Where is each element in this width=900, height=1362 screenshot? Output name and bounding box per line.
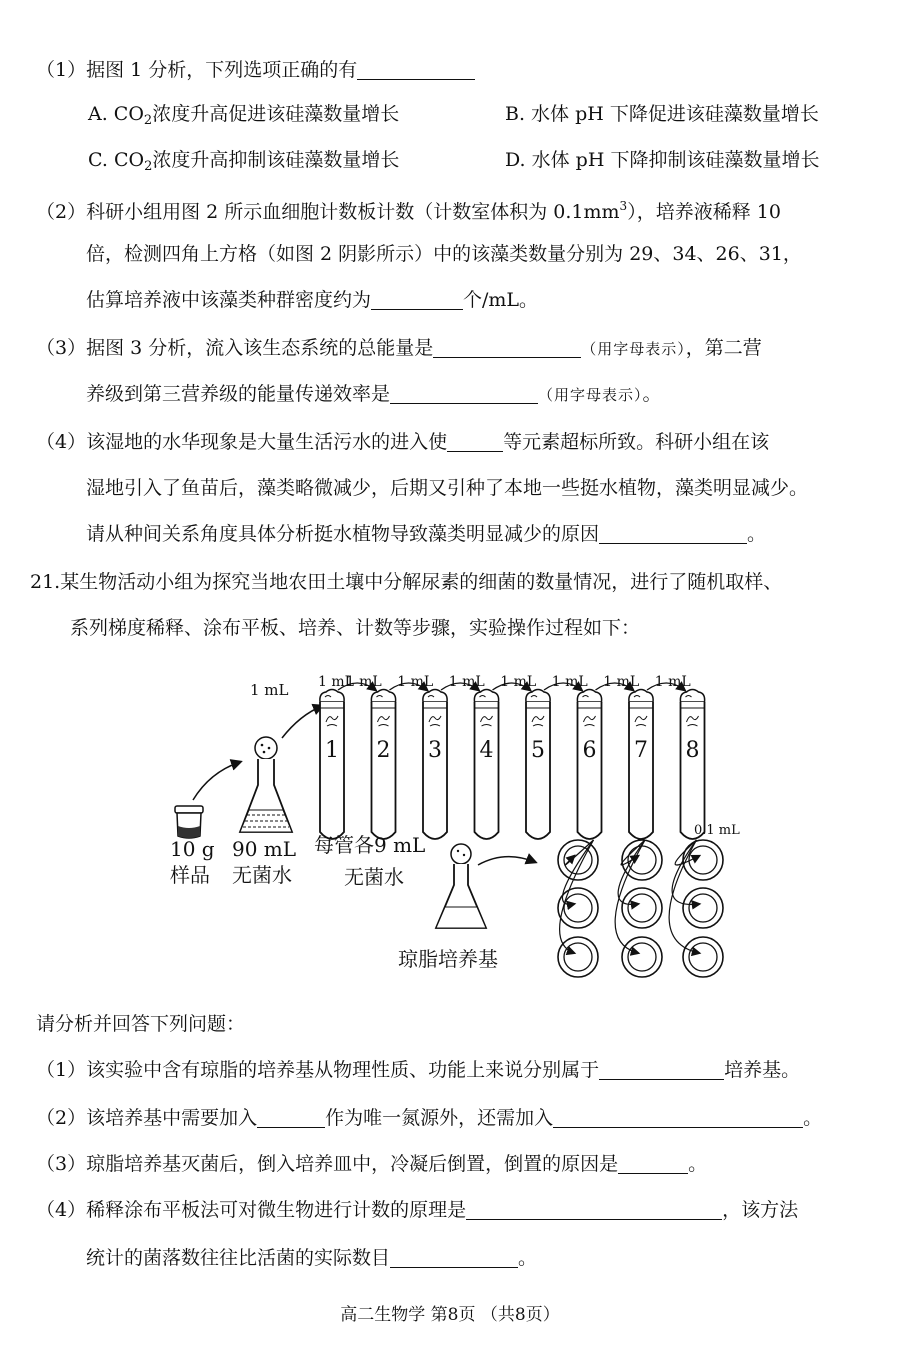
sample-jar-icon (175, 806, 203, 838)
answer-blank[interactable] (257, 1107, 325, 1128)
option-d: D. 水体 pH 下降抑制该硅藻数量增长 (505, 149, 820, 171)
answer-blank[interactable] (466, 1199, 722, 1220)
culture-plate (622, 888, 662, 928)
tube-number-7: 7 (634, 738, 648, 763)
transfer-volume-label: 1 mL (250, 681, 289, 699)
answer-blank[interactable] (599, 523, 747, 544)
q20-part4-line3: 请从种间关系角度具体分析挺水植物导致藻类明显减少的原因 。 (86, 523, 767, 545)
test-tube-2 (371, 690, 395, 840)
culture-plate (558, 840, 598, 880)
transfer-volume-label: 1 mL (448, 674, 485, 690)
test-tube-3 (423, 690, 447, 840)
spread-volume-label: 0.1 mL (694, 823, 740, 838)
transfer-volume-label: 1 mL (603, 674, 640, 690)
sample-label: 样品 (170, 863, 210, 887)
culture-plate (683, 937, 723, 977)
culture-plate (683, 840, 723, 880)
answer-blank[interactable] (618, 1153, 688, 1174)
page-footer: 高二生物学 第8页 （共8页） (340, 1305, 560, 1325)
sample-amount-label: 10 g (170, 837, 215, 861)
q21-intro-line2: 系列梯度稀释、涂布平板、培养、计数等步骤，实验操作过程如下： (70, 617, 641, 639)
transfer-volume-label: 1 mL (654, 674, 691, 690)
water-label: 无菌水 (232, 863, 292, 887)
test-tube-6 (577, 690, 601, 840)
answer-blank[interactable] (390, 383, 538, 404)
option-a: A. $CO_2$浓度升高促进该硅藻数量增长 (88, 103, 400, 128)
q21-prompt: 请分析并回答下列问题： (36, 1013, 246, 1035)
test-tube-8 (680, 690, 704, 840)
q20-part3-line1: （3）据图 3 分析，流入该生态系统的总能量是 （用字母表示），第二营 (36, 337, 762, 359)
answer-blank[interactable] (433, 337, 581, 358)
tube-number-3: 3 (428, 738, 442, 763)
tube-number-5: 5 (531, 738, 545, 763)
answer-blank[interactable] (553, 1107, 803, 1128)
q20-part2-line1: （2）科研小组用图 2 所示血细胞计数板计数（计数室体积为 $0.1mm^3$），培养液稀释 10 (36, 199, 781, 223)
agar-flask-icon (436, 844, 486, 928)
tube-number-4: 4 (479, 738, 494, 763)
test-tube-4 (474, 690, 498, 840)
answer-blank[interactable] (357, 59, 475, 80)
tube-number-8: 8 (685, 738, 700, 763)
test-tubes (318, 674, 705, 839)
q20-part2-line2: 倍，检测四角上方格（如图 2 阴影所示）中的该藻类数量分别为 29、34、26、31， (86, 243, 802, 265)
q21-sub2: （2）该培养基中需要加入 作为唯一氮源外，还需加入 。 (36, 1107, 823, 1129)
tube-number-6: 6 (582, 738, 597, 763)
agar-label: 琼脂培养基 (398, 947, 498, 971)
q20-part4-line1: （4）该湿地的水华现象是大量生活污水的进入使 等元素超标所致。科研小组在该 (36, 431, 770, 453)
option-c: C. $CO_2$浓度升高抑制该硅藻数量增长 (88, 149, 400, 174)
culture-plate (558, 888, 598, 928)
water-flask-icon (240, 737, 292, 832)
culture-plate (683, 888, 723, 928)
test-tube-1 (320, 690, 344, 840)
option-b: B. 水体 pH 下降促进该硅藻数量增长 (505, 103, 819, 125)
test-tube-5 (526, 690, 550, 840)
water-amount-label: 90 mL (232, 837, 297, 861)
tube-number-2: 2 (376, 738, 391, 763)
dilution-figure (0, 660, 900, 990)
q20-part4-line2: 湿地引入了鱼苗后，藻类略微减少，后期又引种了本地一些挺水植物，藻类明显减少。 (86, 477, 809, 499)
culture-plates (558, 840, 723, 977)
q21-sub3: （3）琼脂培养基灭菌后，倒入培养皿中，冷凝后倒置，倒置的原因是 。 (36, 1153, 708, 1175)
transfer-volume-label: 1 mL (318, 674, 354, 690)
answer-blank[interactable] (371, 289, 463, 310)
tube-water-label-2: 无菌水 (344, 865, 404, 889)
q20-part1: （1）据图 1 分析，下列选项正确的有 (36, 57, 475, 83)
test-tube-7 (629, 690, 653, 840)
answer-blank[interactable] (599, 1059, 724, 1080)
culture-plate (558, 937, 598, 977)
tube-number-1: 1 (325, 738, 339, 763)
transfer-volume-label: 1 mL (500, 674, 537, 690)
q21-intro-line1: 21.某生物活动小组为探究当地农田土壤中分解尿素的细菌的数量情况，进行了随机取样、 (30, 571, 783, 593)
q21-sub4-line2: 统计的菌落数往往比活菌的实际数目 。 (86, 1247, 538, 1269)
q21-sub1: （1）该实验中含有琼脂的培养基从物理性质、功能上来说分别属于 培养基。 (36, 1059, 801, 1081)
q21-sub4-line1: （4）稀释涂布平板法可对微生物进行计数的原理是 ，该方法 (36, 1199, 799, 1221)
transfer-volume-label: 1 mL (345, 674, 382, 690)
q20-part3-line2: 养级到第三营养级的能量传递效率是 （用字母表示）。 (86, 383, 662, 405)
transfer-arrow (193, 762, 240, 800)
pour-arrow (478, 857, 535, 865)
answer-blank[interactable] (447, 431, 503, 452)
answer-blank[interactable] (390, 1247, 518, 1268)
transfer-volume-label: 1 mL (551, 674, 588, 690)
culture-plate (622, 937, 662, 977)
transfer-arrow (282, 706, 322, 738)
tube-water-label-1: 每管各9 mL (314, 833, 426, 857)
q20-part2-line3: 估算培养液中该藻类种群密度约为 个/mL。 (86, 289, 539, 311)
transfer-volume-label: 1 mL (397, 674, 434, 690)
